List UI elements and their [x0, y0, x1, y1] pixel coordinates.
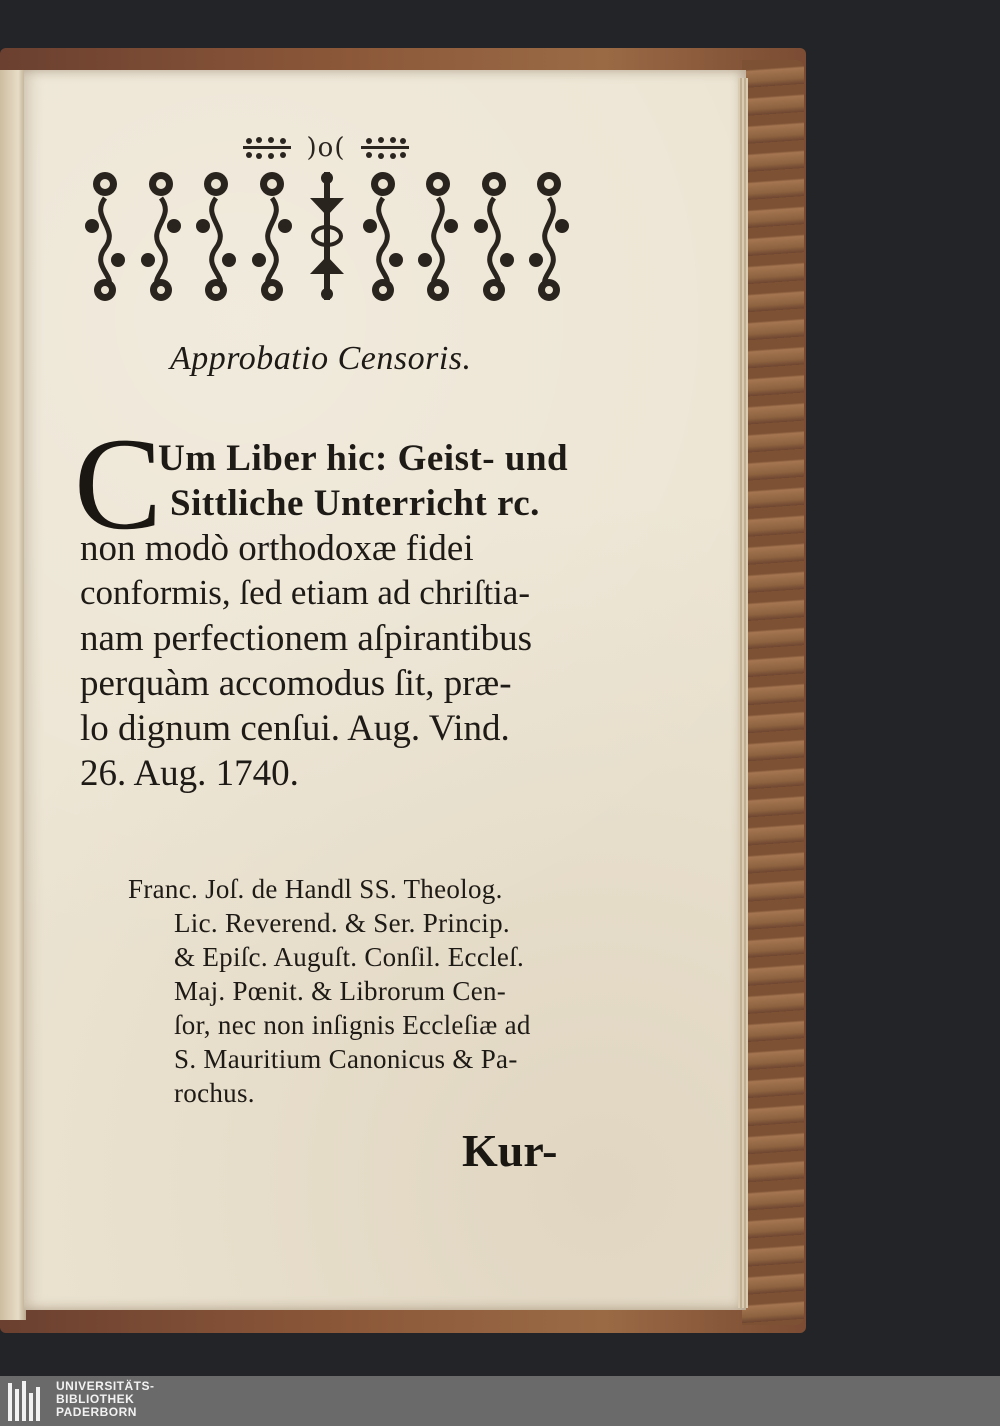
- body-line: 26. Aug. 1740.: [80, 753, 299, 794]
- drop-cap: C: [74, 410, 163, 557]
- header-center-glyph: )o(: [306, 133, 346, 163]
- floral-panel-icon: [191, 168, 241, 304]
- body-line: conformis, ſed etiam ad chriſtia-: [80, 573, 530, 612]
- library-logo-icon: [6, 1379, 46, 1423]
- library-name-line: PADERBORN: [56, 1405, 137, 1419]
- signature-line: & Epiſc. Auguſt. Conſil. Eccleſ.: [174, 942, 525, 972]
- floral-panel-icon: [413, 168, 463, 304]
- body-line: perquàm accomodus ſit, præ-: [80, 663, 512, 704]
- right-sprig-ornament-icon: [359, 135, 411, 161]
- body-line: non modò orthodoxæ fidei: [80, 528, 474, 569]
- catchword: Kur-: [462, 1125, 558, 1176]
- signature-line: Lic. Reverend. & Ser. Princip.: [174, 908, 510, 938]
- signature-line: ſor, nec non inſignis Eccleſiæ ad: [174, 1010, 531, 1040]
- signature-line: rochus.: [174, 1078, 255, 1108]
- floral-panel-icon: [524, 168, 574, 304]
- library-name-line: BIBLIOTHEK: [56, 1392, 135, 1406]
- body-line: nam perfectionem aſpirantibus: [80, 618, 533, 659]
- library-footer-bar: [0, 1376, 1000, 1426]
- page-title: Approbatio Censoris.: [170, 340, 472, 377]
- header-ornament: [236, 128, 416, 168]
- body-line: Sittliche Unterricht rc.: [170, 483, 540, 524]
- floral-panel-icon: [80, 168, 130, 304]
- signature-line: Maj. Pœnit. & Librorum Cen-: [174, 976, 507, 1006]
- floral-panel-icon: [247, 168, 297, 304]
- body-line: Um Liber hic: Geist- und: [158, 438, 569, 479]
- floral-headpiece-band: [80, 168, 574, 304]
- library-name: [56, 1380, 155, 1419]
- cover-edge-marbling: [742, 60, 804, 1325]
- signature-line: Franc. Joſ. de Handl SS. Theolog.: [128, 874, 503, 904]
- body-line: lo dignum cenſui. Aug. Vind.: [80, 708, 510, 749]
- floral-panel-icon: [469, 168, 519, 304]
- signature-line: S. Mauritium Canonicus & Pa-: [174, 1044, 518, 1074]
- floral-center-panel-icon: [302, 168, 352, 304]
- floral-panel-icon: [136, 168, 186, 304]
- left-sprig-ornament-icon: [241, 135, 293, 161]
- facing-page-edge: [0, 70, 26, 1320]
- page-stack-edge: [738, 78, 748, 1308]
- floral-panel-icon: [358, 168, 408, 304]
- library-name-line: UNIVERSITÄTS-: [56, 1379, 155, 1393]
